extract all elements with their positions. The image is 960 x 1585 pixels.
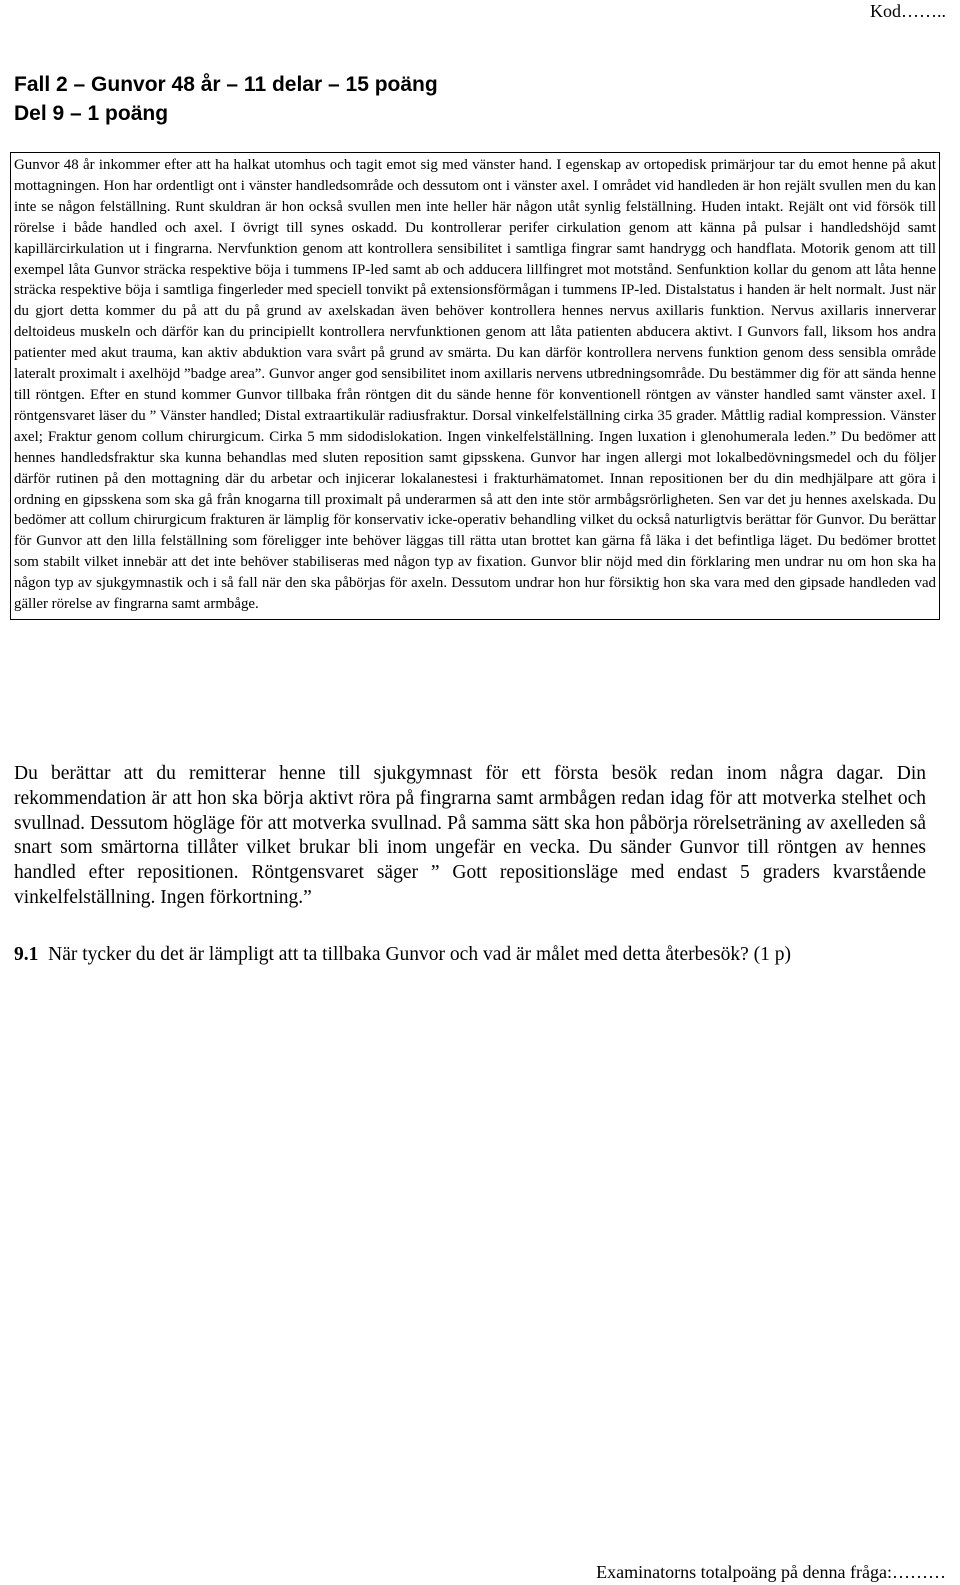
page-heading [14,70,914,128]
case-description-text: Gunvor 48 år inkommer efter att ha halkat utomhus och tagit emot sig med vänster hand. I egenskap av ortopedisk primärjour tar du emot henne på akut mottagningen. Hon har ordentligt ont i vänster handledsområde och dessutom ont i vänster axel. I området vid handleden är hon rejält svullen men du kan inte se någon felställning. Runt skuldran är hon också svullen men inte heller här någon utåt synlig felställning. Huden intakt. Rejält ont vid försök till rörelse i både handled och axel. I övrigt till synes oskadd. Du kontrollerar perifer cirkulation genom att känna på pulsar i handledshöjd samt kapillärcirkulation ut i fingrarna. Nervfunktion genom att kontrollera sensibilitet i samtliga fingrar samt handrygg och handflata. Motorik genom att till exempel låta Gunvor sträcka respektive böja i tummens IP-led samt ab och adducera lillfingret mot motstånd. Senfunktion kollar du genom att låta henne sträcka respektive böja i samtliga fingerleder med speciell tonvikt på extensionsförmågan i tummens IP-led. Distalstatus i handen är helt normalt. Just när du gjort detta kommer du på att du på grund av axelskadan även behöver kontrollera hennes nervus axillaris funktion. Nervus axillaris innerverar deltoideus muskeln och därför kan du principiellt kontrollera nervfunktionen genom att låta patienten abducera aktivt. I Gunvors fall, liksom hos andra patienter med akut trauma, kan aktiv abduktion vara svårt på grund av smärta. Du kan därför kontrollera nervens funktion genom dess sensibla område lateralt proximalt i axelhöjd ”badge area”. Gunvor anger god sensibilitet inom axillaris nervens utbredningsområde. Du bestämmer dig för att sända henne till röntgen. Efter en stund kommer Gunvor tillbaka från röntgen dit du sände henne för konventionell röntgen av vänster handled samt vänster axel. I röntgensvaret läser du ” Vänster handled; Distal extraartikulär radiusfraktur. Dorsal vinkelfelställning cirka 35 grader. Måttlig radial kompression. Vänster axel; Fraktur genom collum chirurgicum. Cirka 5 mm sidodislokation. Ingen vinkelfelställning. Ingen luxation i glenohumerala leden.” Du bedömer att hennes handledsfraktur ska kunna behandlas med sluten reposition samt gipsskena. Gunvor har ingen allergi mot lokalbedövningsmedel och du följer därför rutinen på den mottagning där du arbetar och injicerar lokalanestesi i frakturhämatomet. Innan repositionen ber du din medhjälpare att göra i ordning en gipsskena som ska gå från knogarna till proximalt på underarmen så att den inte stör armbågsrörligheten. Sen var det ju hennes axelskada. Du bedömer att collum chirurgicum frakturen är lämplig för konservativ icke-operativ behandling vilket du också naturligtvis berättar för Gunvor. Du berättar för Gunvor att den lilla felställning som föreligger inte behöver läggas till rätta utan brottet kan gärna få läka i det befintliga läget. Du bedömer brottet som stabilt vilket innebär att det inte behöver stabiliseras med någon typ av fixation. Gunvor blir nöjd med din förklaring men undrar nu om hon ska ha någon typ av sjukgymnastik och i så fall när den ska påbörjas för axeln. Dessutom undrar hon hur försiktig hon ska vara med den gipsade handleden vad gäller rörelse av fingrarna samt armbåge. [14,157,936,613]
code-field: Kod…….. [870,1,946,21]
continuation-text: Du berättar att du remitterar henne till sjukgymnast för ett första besök redan inom några dagar. Din rekommendation är att hon ska börja aktivt röra på fingrarna samt armbågen redan idag för att motverka stelhet och svullnad. Dessutom högläge för att motverka svullnad. På samma sätt ska hon påbörja rörelseträning av axelleden så snart som smärtorna tillåter vilket brukar bli inom ungefär en vecka. Du sänder Gunvor till röntgen av hennes handled efter repositionen. Röntgensvaret säger ” Gott repositionsläge med endast 5 graders kvarstående vinkelfelställning. Ingen förkortning.” [14,763,926,908]
continuation-section [14,762,926,911]
examiner-score-field: Examinatorns totalpoäng på denna fråga:……… [596,1562,946,1582]
question-text: När tycker du det är lämpligt att ta tillbaka Gunvor och vad är målet med detta återbesök? (1 p) [48,944,792,965]
question-number: 9.1 [14,944,39,965]
question-section [14,942,934,968]
page-title: Fall 2 – Gunvor 48 år – 11 delar – 15 poäng [14,73,438,96]
case-description-box [10,152,940,620]
question-item [14,942,934,968]
page-subtitle: Del 9 – 1 poäng [14,102,169,125]
